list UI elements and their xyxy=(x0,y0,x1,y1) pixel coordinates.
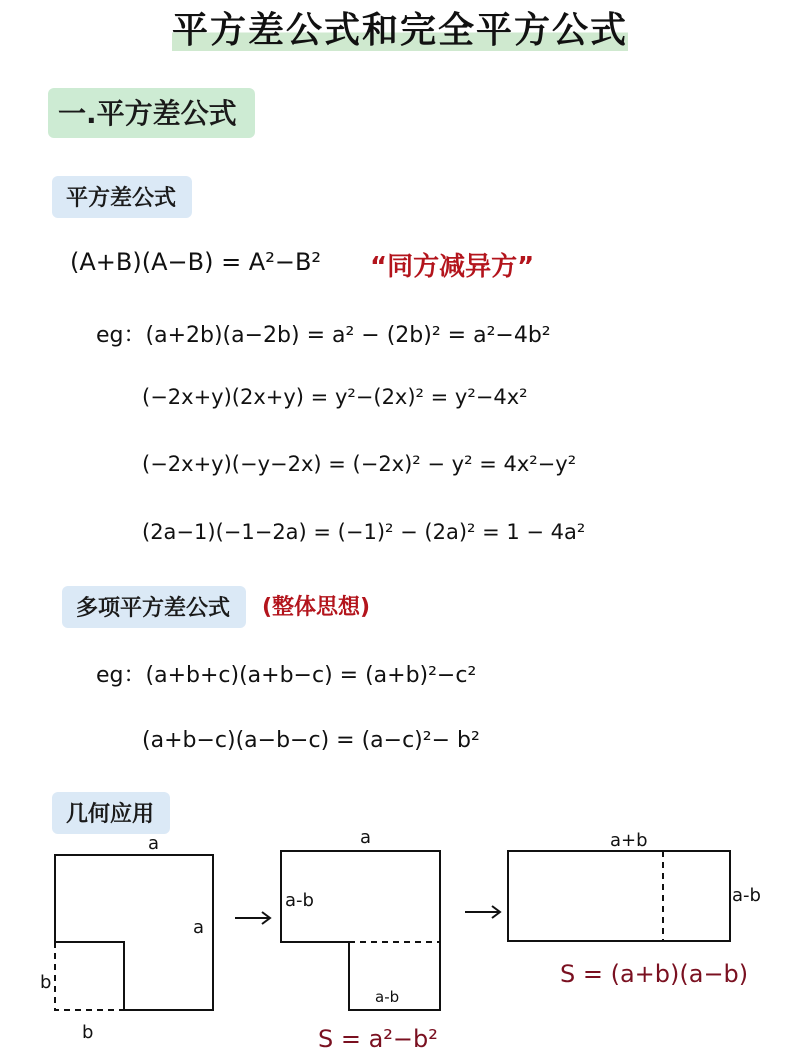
mnemonic-note: “同方减异方” xyxy=(370,252,535,282)
fig3-area-formula: S = (a+b)(a−b) xyxy=(560,960,749,988)
fig2-bottom-label: a-b xyxy=(375,988,400,1006)
main-formula: (A+B)(A−B) = A²−B² xyxy=(70,248,322,276)
fig2-top-label: a xyxy=(360,827,372,848)
subheading-difference-of-squares: 平方差公式 xyxy=(52,176,192,218)
fig1-top-label: a xyxy=(148,833,160,854)
example-line: eg：(a+2b)(a−2b) = a² − (2b)² = a²−4b² xyxy=(96,323,551,348)
fig3-outline xyxy=(508,851,730,941)
fig1-right-label: a xyxy=(193,917,205,938)
example-line: (−2x+y)(−y−2x) = (−2x)² − y² = 4x²−y² xyxy=(142,452,577,476)
section-heading: 一.平方差公式 xyxy=(48,88,255,138)
fig1-outline xyxy=(55,855,213,1010)
example-line: (2a−1)(−1−2a) = (−1)² − (2a)² = 1 − 4a² xyxy=(142,520,586,544)
multi-term-note: (整体思想) xyxy=(262,595,371,620)
fig1-dashed xyxy=(55,942,124,1010)
fig2-left-label: a-b xyxy=(285,890,314,911)
fig1-bottom-label: b xyxy=(82,1022,94,1043)
example-line: (a+b−c)(a−b−c) = (a−c)²− b² xyxy=(142,728,480,753)
subheading-geometry: 几何应用 xyxy=(52,792,170,834)
example-line: (−2x+y)(2x+y) = y²−(2x)² = y²−4x² xyxy=(142,385,528,409)
arrow-1 xyxy=(235,912,270,924)
arrow-2 xyxy=(465,906,500,918)
fig1-left-label: b xyxy=(40,972,52,993)
fig3-top-label: a+b xyxy=(610,830,648,851)
example-line: eg：(a+b+c)(a+b−c) = (a+b)²−c² xyxy=(96,663,477,688)
page-title: 平方差公式和完全平方公式 xyxy=(171,10,628,51)
fig2-area-formula: S = a²−b² xyxy=(318,1025,438,1053)
fig3-right-label: a-b xyxy=(732,885,761,906)
subheading-multi-term: 多项平方差公式 xyxy=(62,586,246,628)
fig2-outline xyxy=(281,851,440,1010)
